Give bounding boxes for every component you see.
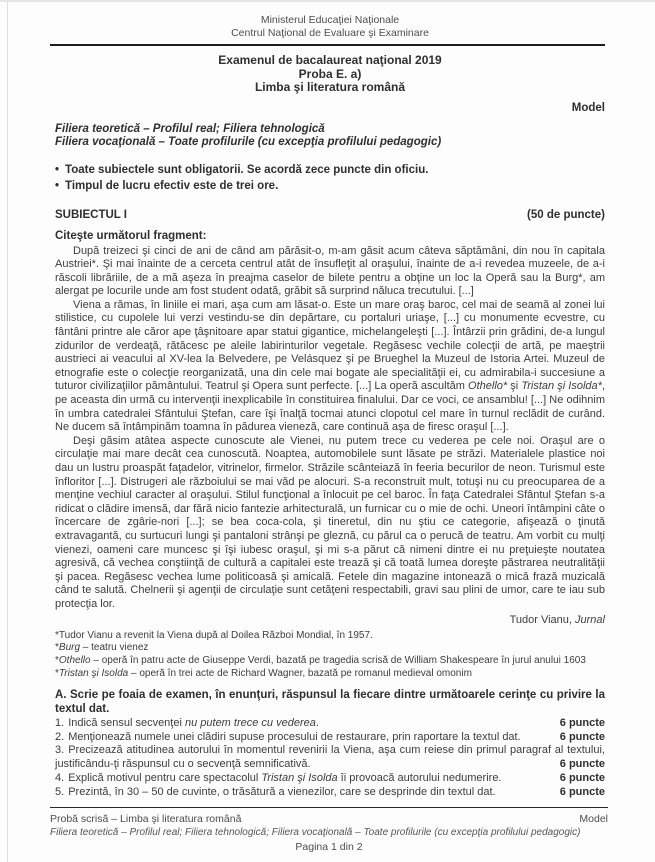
- question-item: [55, 731, 605, 745]
- header-divider: [50, 44, 605, 46]
- question-item: [55, 744, 605, 772]
- section-a-heading: A. Scrie pe foaia de examen, în enunţuri, răspunsul la fiecare dintre următoarele cerinţe cu privire la textul dat.: [55, 688, 605, 715]
- question-text: Explică motivul pentru care spectacolul Tristan şi Isolda îi provoacă autorului nedumerire.: [68, 771, 502, 784]
- passage-paragraph: După treizeci şi cinci de ani de când am părăsit-o, m-am găsit acum câteva săptămâni, din nou în capitala Austriei*. Şi mai înainte de a cerceta centrul atât de însufleţit al oraşului, înainte de a-i revedea muzeele, de a-i răscoli librăriile, de a mă aşeza în preajma caselor de bilete pentru a obţine un loc la Operă sau la Burg*, am alergat pe locurile unde am fost student odată, grăbit să surprind năluca trecutului. [...]: [55, 244, 605, 298]
- ministry-header: [55, 14, 605, 39]
- passage-text: [55, 245, 605, 612]
- footnote-line: *Burg – teatru vienez: [55, 642, 149, 654]
- question-points: 6 puncte: [559, 785, 605, 798]
- question-item: [55, 772, 605, 786]
- ministry-name: Ministerul Educaţiei Naţionale: [260, 14, 400, 26]
- model-label: Model: [571, 101, 605, 114]
- question-text: Prezintă, în 30 – 50 de cuvinte, o trăsătură a vienezilor, care se desprinde din textul dat.: [68, 785, 496, 798]
- exam-subject-name: Limba şi literatura română: [254, 80, 406, 94]
- fragment-intro: Citeşte următorul fragment:: [55, 229, 207, 242]
- evaluation-center-name: Centrul Naţional de Evaluare şi Examinare: [231, 26, 429, 39]
- footnotes-block: [55, 630, 605, 681]
- page-content: [0, 2, 655, 800]
- exam-proba: Proba E. a): [298, 66, 362, 81]
- exam-title-block: [55, 54, 605, 95]
- filiera-block: [55, 123, 605, 149]
- scan-edge-line: [7, 2, 8, 862]
- filiera-line-2: Filiera vocaţională – Toate profilurile (cu excepţia profilului pedagogic): [55, 135, 442, 148]
- footer-row: [50, 813, 608, 825]
- question-number: 3.: [55, 744, 65, 757]
- page-footer: [50, 807, 608, 853]
- instructions-block: [55, 162, 605, 194]
- instruction-item: • Toate subiectele sunt obligatorii. Se acordă zece puncte din oficiu.: [55, 162, 605, 178]
- questions-list: [55, 717, 605, 800]
- passage-paragraph: Viena a rămas, în liniile ei mari, aşa cum am lăsat-o. Este un mare oraş baroc, cel mai de seamă al zonei lui stilistice, cu cupolele lui verzi vestindu-se din depărtare, cu portaluri uriaşe, [...] cu monumente ecvestre, cu fântâni printre ale căror ape ţâşnitoare apar statui gigantice, michelangeleşti [...]. Întârzii prin grădini, de-a lungul zidurilor de verdeaţă, rătăcesc pe aleile labirinturilor vegetale. Regăsesc vechile colecţii de artă, pe maeştrii austrieci ai veacului al XV-lea la Belvedere, pe Velásquez şi pe Brueghel la Muzeul de Istoria Artei. Muzeul de etnografie este o colecţie reorganizată, una din cele mai bogate ale specialităţii ei, cu admirabila-i succesiune a tuturor civilizaţiilor pământului. Teatrul şi Opera sunt perfecte. [...] La operă ascultăm Othello* şi Tristan şi Isolda*, pe aceasta din urmă cu intervenţii inexplicabile în constituirea finalului. Dar ce voci, ce ansamblu! [...] Ne odihnim în umbra catedralei Sfântului Ştefan, care îşi înalţă tocmai atunci clopotul cel mare în turnul reclădit de curând. Ne ducem să întâmpinăm toamna în pădurea vieneză, care continuă aşa de firesc oraşul [...].: [55, 298, 605, 434]
- footer-model-label: Model: [579, 813, 608, 825]
- footer-divider: [50, 807, 608, 808]
- instruction-item: • Timpul de lucru efectiv este de trei ore.: [55, 178, 605, 194]
- subject-label: SUBIECTUL I: [55, 208, 127, 221]
- question-number: 4.: [55, 771, 65, 784]
- author-attribution: Tudor Vianu, Jurnal: [509, 613, 605, 626]
- footer-proba-label: Probă scrisă – Limba şi literatura română: [50, 813, 242, 825]
- footer-page-number: Pagina 1 din 2: [295, 841, 363, 853]
- question-item: [55, 786, 605, 800]
- footer-filiera: Filiera teoretică – Profilul real; Filiera tehnologică; Filiera vocaţională – Toate profilurile (cu excepţia profilului pedagogic): [50, 827, 581, 838]
- passage-paragraph: Deşi găsim atâtea aspecte cunoscute ale Vienei, nu putem trece cu vederea pe cele noi. Oraşul are o circulaţie mai mare decât cea cunoscută. Noaptea, automobilele sunt lăsate pe străzi. Materialele plastice noi dau un lustru proaspăt faţadelor, vitrinelor, firmelor. Străzile scânteiază în feeria becurilor de neon. Turismul este înfloritor [...]. Distrugeri ale războiului se mai văd pe alocuri. S-a reconstruit mult, totuşi nu cu preocuparea de a menţine vechiul caracter al oraşului. Stilul funcţional a înlocuit pe cel baroc. În faţa Catedralei Sfântul Ştefan s-a ridicat o clădire imensă, dar fără nicio fantezie arhitecturală, un furnicar cu o mie de ochi. Uneori întâmpini câte o încercare de zgârie-nori [...]; se bea coca-cola, şi tineretul, din nu ştiu ce categorie, afişează o ţinută extravagantă, cu surtucuri lungi şi pantaloni strânşi pe gleznă, cu părul ca o perucă de teatru. Am vorbit cu mulţi vienezi, oameni care muncesc şi îşi iubesc oraşul, şi mi s-a părut că nimeni dintre ei nu preţuieşte noutatea agresivă, că vechea conştiinţă de cultură a capitalei este trează şi că toată lumea doreşte păstrarea neutralităţii şi pacea. Regăsesc vechea lume politicoasă şi amicală. Fetele din magazine intonează o mică frază muzicală când te salută. Chelnerii şi agenţii de circulaţie sunt cetăţeni respectabili, gravi sau plini de umor, care te iau sub protecţia lor.: [55, 434, 605, 610]
- question-item: [55, 717, 605, 731]
- question-text: Indică sensul secvenţei nu putem trece cu vederea.: [68, 716, 319, 729]
- question-points: 6 puncte: [559, 771, 605, 784]
- question-points: 6 puncte: [559, 758, 605, 771]
- question-points: 6 puncte: [559, 716, 605, 729]
- question-text: Menţionează numele unei clădiri supuse procesului de restaurare, prin raportare la textul dat.: [68, 730, 521, 743]
- subject-points: (50 de puncte): [527, 208, 605, 221]
- question-number: 1.: [55, 716, 65, 729]
- footnote-line: *Othello – operă în patru acte de Giuseppe Verdi, bazată pe tragedia scrisă de William Shakespeare în jurul anului 1603: [55, 655, 586, 667]
- filiera-line-1: Filiera teoretică – Profilul real; Filiera tehnologică: [55, 122, 325, 135]
- footnote-line: *Tudor Vianu a revenit la Viena după al Doilea Război Mondial, în 1957.: [55, 629, 373, 641]
- question-text: Precizează atitudinea autorului în momentul revenirii la Viena, aşa cum reiese din primul paragraf al textului, justificându-ţi răspunsul cu o secvenţă semnificativă.: [55, 744, 605, 771]
- question-points: 6 puncte: [559, 730, 605, 743]
- question-number: 5.: [55, 785, 65, 798]
- question-number: 2.: [55, 730, 65, 743]
- footnote-line: *Tristan şi Isolda – operă în trei acte de Richard Wagner, bazată pe romanul medieval omonim: [55, 667, 472, 679]
- subject-header-row: [55, 209, 605, 221]
- exam-title: Examenul de bacalaureat naţional 2019: [218, 53, 442, 67]
